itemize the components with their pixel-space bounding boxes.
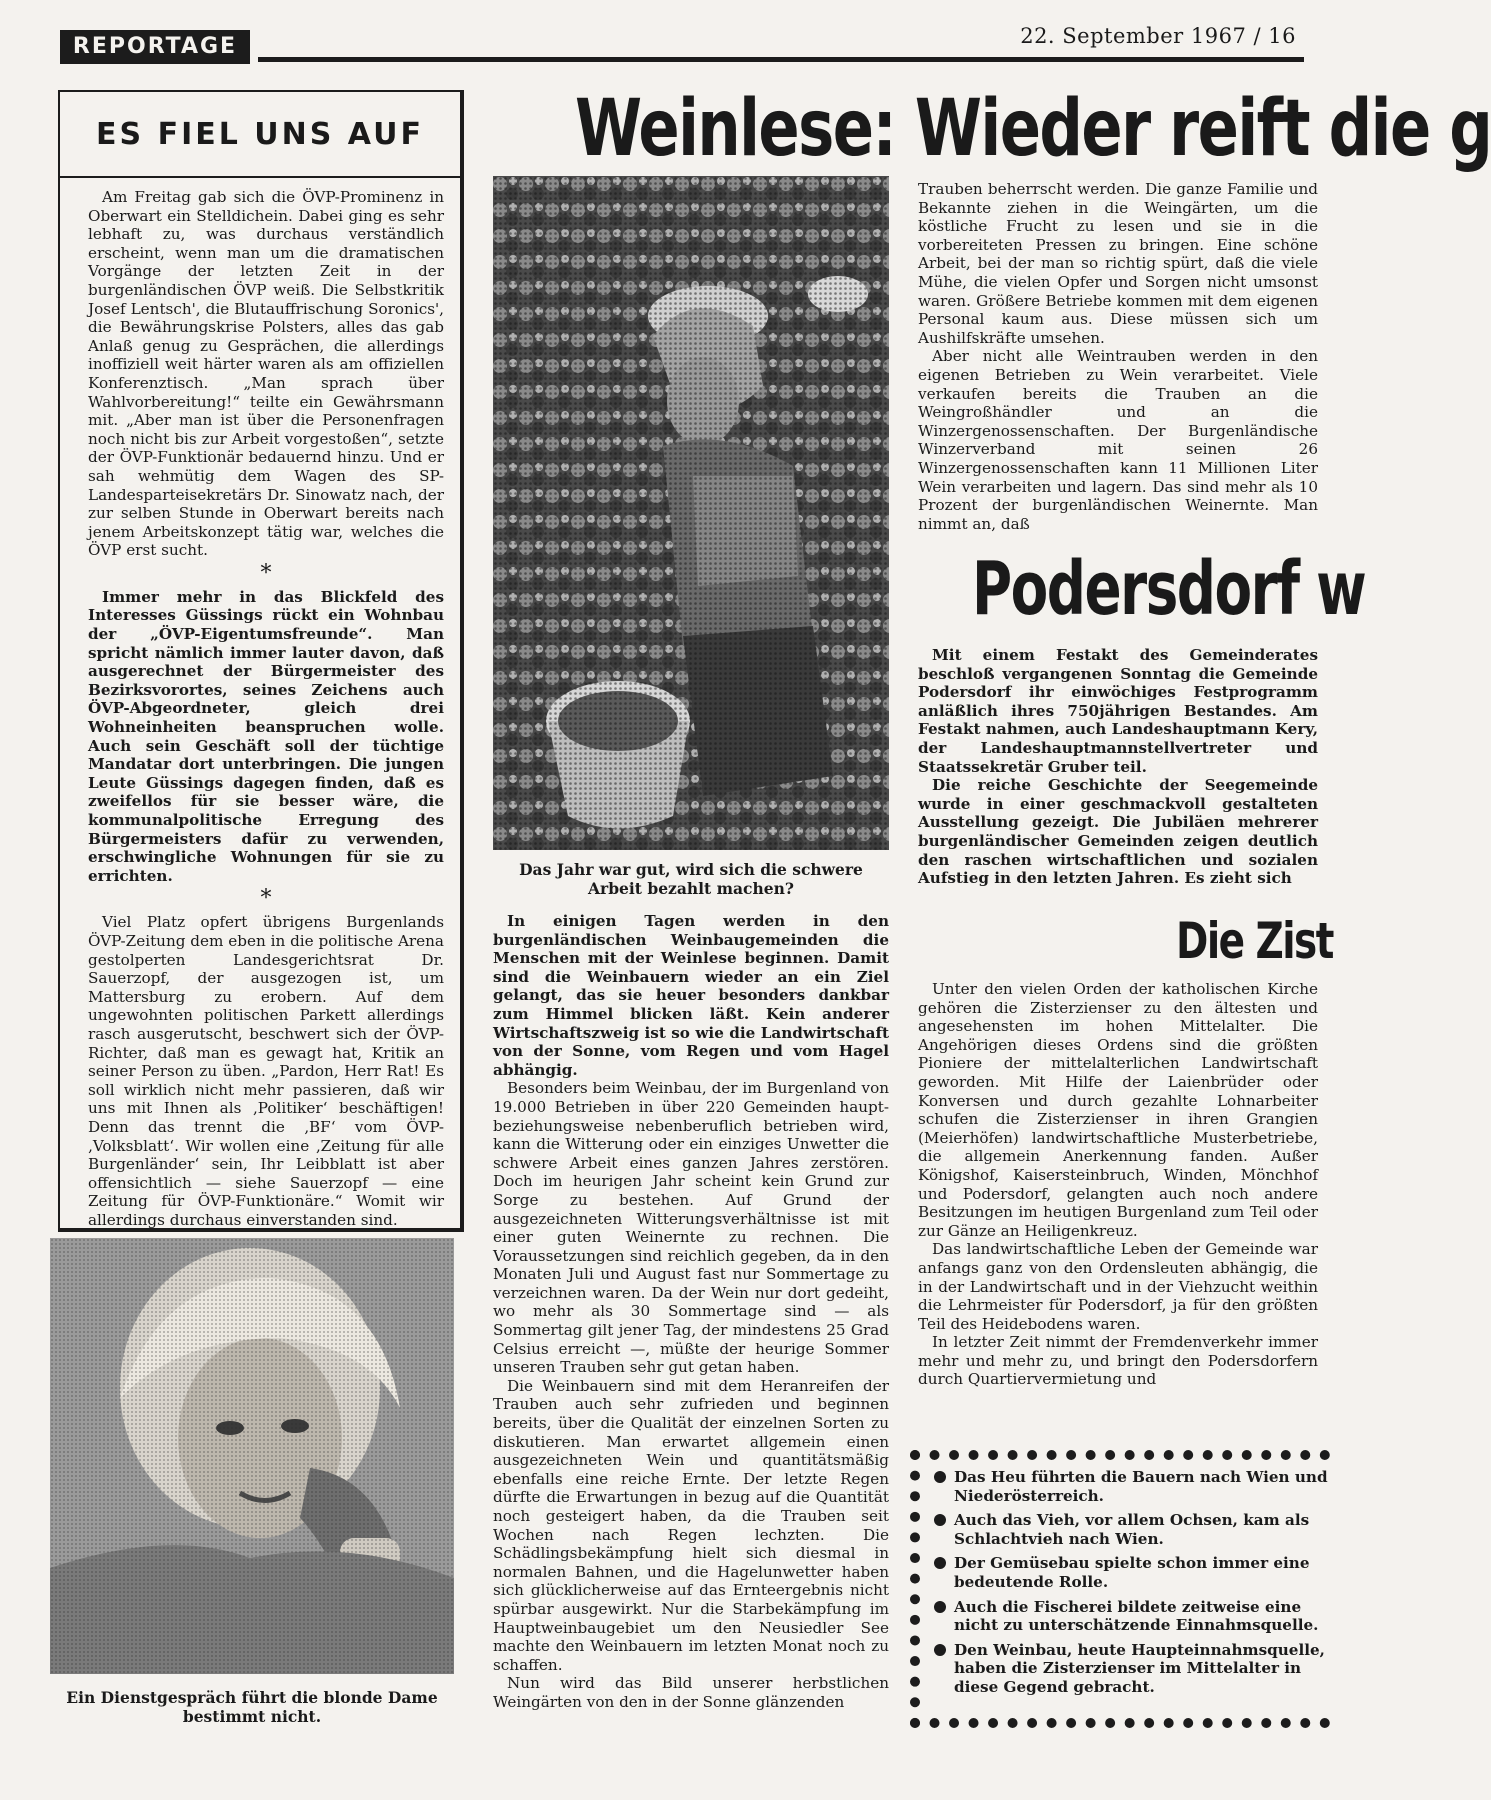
podersdorf-headline: Podersdorf w (972, 546, 1366, 632)
bullet-dot-icon (934, 1557, 946, 1569)
photo-woman-illustration (50, 1238, 454, 1674)
fact-item-text: Auch das Vieh, vor allem Ochsen, kam als Schlachtvieh nach Wien. (954, 1511, 1310, 1548)
article-weinlese-continuation (918, 180, 1318, 533)
podersdorf-lead: Mit einem Festakt des Gemeinderates beschloß vergangenen Sonntag die Gemeinde Podersdorf ihr einwöchiges Festprogramm anläßlich ihres 750jährigen Bestandes. Am Festakt nahmen, auch Landeshauptmann Kery, der Landeshauptmannstellvertreter und Staatssekretär Gruber teil. (918, 646, 1319, 776)
weinlese-paragraph-1: Besonders beim Weinbau, der im Burgenland von 19.000 Betrieben in über 220 Gemeinden haupt- beziehungsweise nebenberuflich betrieben wird, kann die Witterung oder ein einziges Unwetter die schwere Arbeit eines ganzen Jahres zerstören. Doch im heurigen Jahr scheint kein Grund zur Sorge zu bestehen. Auf Grund der ausgezeichneten Witterungsverhältnisse ist mit einer guten Weinernte zu rechnen. Die Voraussetzungen sind reichlich gegeben, da in den Monaten Juli und August fast nur Sommertage zu verzeichnen waren. Da der Wein nur dort gedeiht, wo mehr als 30 Sommertage sind — als Sommertag gilt jener Tag, der mindestens 25 Grad Celsius erreicht —, müßte der heurige Sommer unseren Trauben sehr gut getan haben. (493, 1079, 889, 1377)
fact-item (934, 1468, 1330, 1505)
article-weinlese-column (493, 912, 889, 1712)
facts-box (910, 1450, 1330, 1728)
zist-paragraph-3: In letzter Zeit nimmt der Fremdenverkehr immer mehr und mehr zu, und bringt den Podersdorfern durch Quartiervermietung und (918, 1333, 1318, 1389)
box-title: ES FIEL UNS AUF (60, 92, 460, 178)
zist-paragraph-2: Das landwirtschaftliche Leben der Gemeinde war anfangs ganz von den Ordensleuten abhängig, die in der Landwirtschaft und in der Viehzucht weithin die Lehrmeister für Podersdorf, ja für den größten Teil des Heidebodens waren. (918, 1240, 1318, 1333)
fact-item-text: Auch die Fischerei bildete zeitweise eine nicht zu unterschätzende Einnahmsquelle. (954, 1597, 1319, 1635)
zist-paragraph-1: Unter den vielen Orden der katholischen Kirche gehören die Zisterzienser zu den ältesten und angesehensten im hohen Mittelalter. Die Angehörigen dieses Ordens sind die größten Pioniere der mittelalterlichen Landwirtschaft geworden. Mit Hilfe der Laienbrüder oder Konversen und durch gezahlte Lohnarbeiter schufen die Zisterzienser in ihren Grangien (Meierhöfen) landwirtschaftliche Musterbetriebe, die allgemein Anerkennung fanden. Außer Königshof, Kaisersteinbruch, Winden, Mönchhof und Podersdorf, gelangten auch noch andere Besitzungen im heutigen Burgenland zum Teil oder zur Gänze an Heiligenkreuz. (918, 980, 1318, 1240)
photo-woman-caption: Ein Dienstgespräch führt die blonde Dame bestimmt nicht. (66, 1688, 438, 1726)
article-zisterzienser (918, 980, 1318, 1389)
box-paragraph-3: Viel Platz opfert übrigens Burgenlands ÖVP-Zeitung dem eben in die politische Arena gestolperten Landesgerichtsrat Dr. Sauerzopf, der ausgezogen ist, um Mattersburg zu erobern. Auf dem ungewohnten politischen Parkett allerdings rasch ausgerutscht, beschwert sich der ÖVP-Richter, daß man es gewagt hat, Kritik an seiner Person zu üben. „Pardon, Herr Rat! Es soll wirklich nicht mehr passieren, daß wir uns mit Ihnen als ‚Politiker‘ beschäftigen! Denn das trennt die ‚BF‘ vom ÖVP-‚Volksblatt‘. Wir wollen eine ‚Zeitung für alle Burgenländer‘ sein, Ihr Leibblatt ist aber offensichtlich — siehe Sauerzopf — eine Zeitung für ÖVP-Funktionäre.“ Womit wir allerdings durchaus einverstanden sind. (88, 913, 444, 1229)
box-paragraph-2: Immer mehr in das Blickfeld des Interesses Güssings rückt ein Wohnbau der „ÖVP-Eigentumsfreunde“. Man spricht nämlich immer lauter davon, daß ausgerechnet der Bürgermeister des Bezirksvorortes, seines Zeichens auch ÖVP-Abgeordneter, gleich drei Wohneinheiten beanspruchen wolle. Auch sein Geschäft soll der tüchtige Mandatar dort unterbringen. Die jungen Leute Güssings dagegen finden, daß es zweifellos für sie besser wäre, die kommunalpolitische Erregung des Bürgermeisters dafür zu verwenden, erschwingliche Wohnungen für sie zu errichten. (88, 587, 444, 885)
fact-item (934, 1511, 1330, 1548)
fact-item (934, 1598, 1330, 1635)
bullet-dot-icon (934, 1601, 946, 1613)
weinlese-continuation-2: Aber nicht alle Weintrauben werden in den eigenen Betrieben zu Wein verarbeitet. Viele verkaufen bereits die Trauben an die Weingroßhändler und an die Winzergenossenschaften. Der Burgenländische Winzerverband mit seinen 26 Winzergenossenschaften kann 11 Millionen Liter Wein verarbeiten und lagern. Das sind mehr als 10 Prozent der burgenländischen Weinernte. Man nimmt an, daß (918, 347, 1318, 533)
weinlese-lead: In einigen Tagen werden in den burgenländischen Weinbaugemeinden die Menschen mit der Weinlese beginnen. Damit sind die Weinbauern wieder an ein Ziel gelangt, das sie heuer besonders dankbar zum Himmel blicken läßt. Kein anderer Wirtschaftszweig ist so wie die Landwirtschaft von der Sonne, vom Regen und vom Hagel abhängig. (493, 912, 889, 1079)
box-body (88, 188, 444, 1229)
box-paragraph-1: Am Freitag gab sich die ÖVP-Prominenz in Oberwart ein Stelldichein. Dabei ging es sehr lebhaft zu, was durchaus verständlich erscheint, wenn man um die dramatischen Vorgänge der letzten Zeit in der burgenländischen ÖVP weiß. Die Selbstkritik Josef Lentsch', die Blutauffrischung Soronics', die Bewährungskrise Polsters, alles das gab Anlaß genug zu Gesprächen, die allerdings inoffiziell weit härter waren als am offiziellen Konferenztisch. „Man sprach über Wahlvorbereitung!“ teilte ein Gewährsmann mit. „Aber man ist über die Personenfragen noch nicht bis zur Arbeit vorgestoßen“, setzte der ÖVP-Funktionär bedauernd hinzu. Und er sah wehmütig dem Wagen des SP-Landesparteisekretärs Dr. Sinowatz nach, der zur selben Stunde in Oberwart bereits nach jenem Arbeitskonzept tätig war, welches die ÖVP erst sucht. (88, 188, 444, 560)
section-rubric: REPORTAGE (60, 30, 250, 64)
weinlese-paragraph-2: Die Weinbauern sind mit dem Heranreifen der Trauben auch sehr zufrieden und beginnen bereits, über die Qualität der einzelnen Sorten zu diskutieren. Man erwartet allgemein einen ausgezeichneten Wein und quantitätsmäßig ebenfalls eine reiche Ernte. Der letzte Regen dürfte die Erwartungen in bezug auf die Quantität noch gesteigert haben, da die Trauben seit Wochen nach Regen lechzten. Die Schädlingsbekämpfung hielt sich diesmal in normalen Bahnen, und die Hagelunwetter haben sich glücklicherweise auf das Ernteergebnis nicht spürbar ausgewirkt. Nur die Starbekämpfung im Hauptweinbaugebiet um den Neusiedler See machte den Weinbauern im letzten Monat noch zu schaffen. (493, 1376, 889, 1674)
fact-item-text: Das Heu führten die Bauern nach Wien und Niederösterreich. (954, 1468, 1328, 1505)
photo-harvest-caption: Das Jahr war gut, wird sich die schwere Arbeit bezahlt machen? (519, 860, 863, 898)
weinlese-paragraph-3: Nun wird das Bild unserer herbstlichen Weingärten von den in der Sonne glänzenden (493, 1674, 889, 1711)
bullet-dot-icon (934, 1514, 946, 1526)
podersdorf-paragraph-1: Die reiche Geschichte der Seegemeinde wurde in einer geschmackvoll gestalteten Ausstellung gezeigt. Die Jubiläen mehrerer burgenländischer Gemeinden zeigen deutlich den raschen wirtschaftlichen und sozialen Aufstieg in den letzten Jahren. Es zieht sich (918, 776, 1318, 888)
photo-grape-harvest (493, 176, 889, 850)
separator-star-2: * (260, 886, 272, 912)
zisterzienser-headline: Die Zist (1176, 912, 1333, 970)
photo-harvest-illustration (493, 176, 889, 850)
article-podersdorf (918, 646, 1318, 888)
bullet-dot-icon (934, 1644, 946, 1656)
header-rule (258, 57, 1304, 62)
photo-blonde-woman-on-phone (50, 1238, 454, 1674)
separator-star-1: * (260, 560, 272, 586)
fact-item-text: Den Weinbau, heute Haupteinnahmsquelle, haben die Zisterzienser im Mittelalter in diese Gegend gebracht. (954, 1640, 1325, 1696)
main-headline: Weinlese: Wieder reift die g (575, 84, 1491, 174)
es-fiel-uns-auf-box (58, 90, 464, 1232)
fact-item (934, 1641, 1330, 1697)
weinlese-continuation-1: Trauben beherrscht werden. Die ganze Familie und Bekannte ziehen in die Weingärten, um die köstliche Frucht zu lesen und sie in die vorbereiteten Pressen zu bringen. Eine schöne Arbeit, bei der man so richtig spürt, daß die viele Mühe, die vielen Opfer und Sorgen nicht umsonst waren. Größere Betriebe kommen mit dem eigenen Personal kaum aus. Diese müssen sich um Aushilfskräfte umsehen. (918, 180, 1318, 347)
fact-item-text: Der Gemüsebau spielte schon immer eine bedeutende Rolle. (954, 1554, 1310, 1591)
date-and-page: 22. September 1967 / 16 (1020, 24, 1296, 48)
bullet-dot-icon (934, 1471, 946, 1483)
fact-item (934, 1554, 1330, 1591)
